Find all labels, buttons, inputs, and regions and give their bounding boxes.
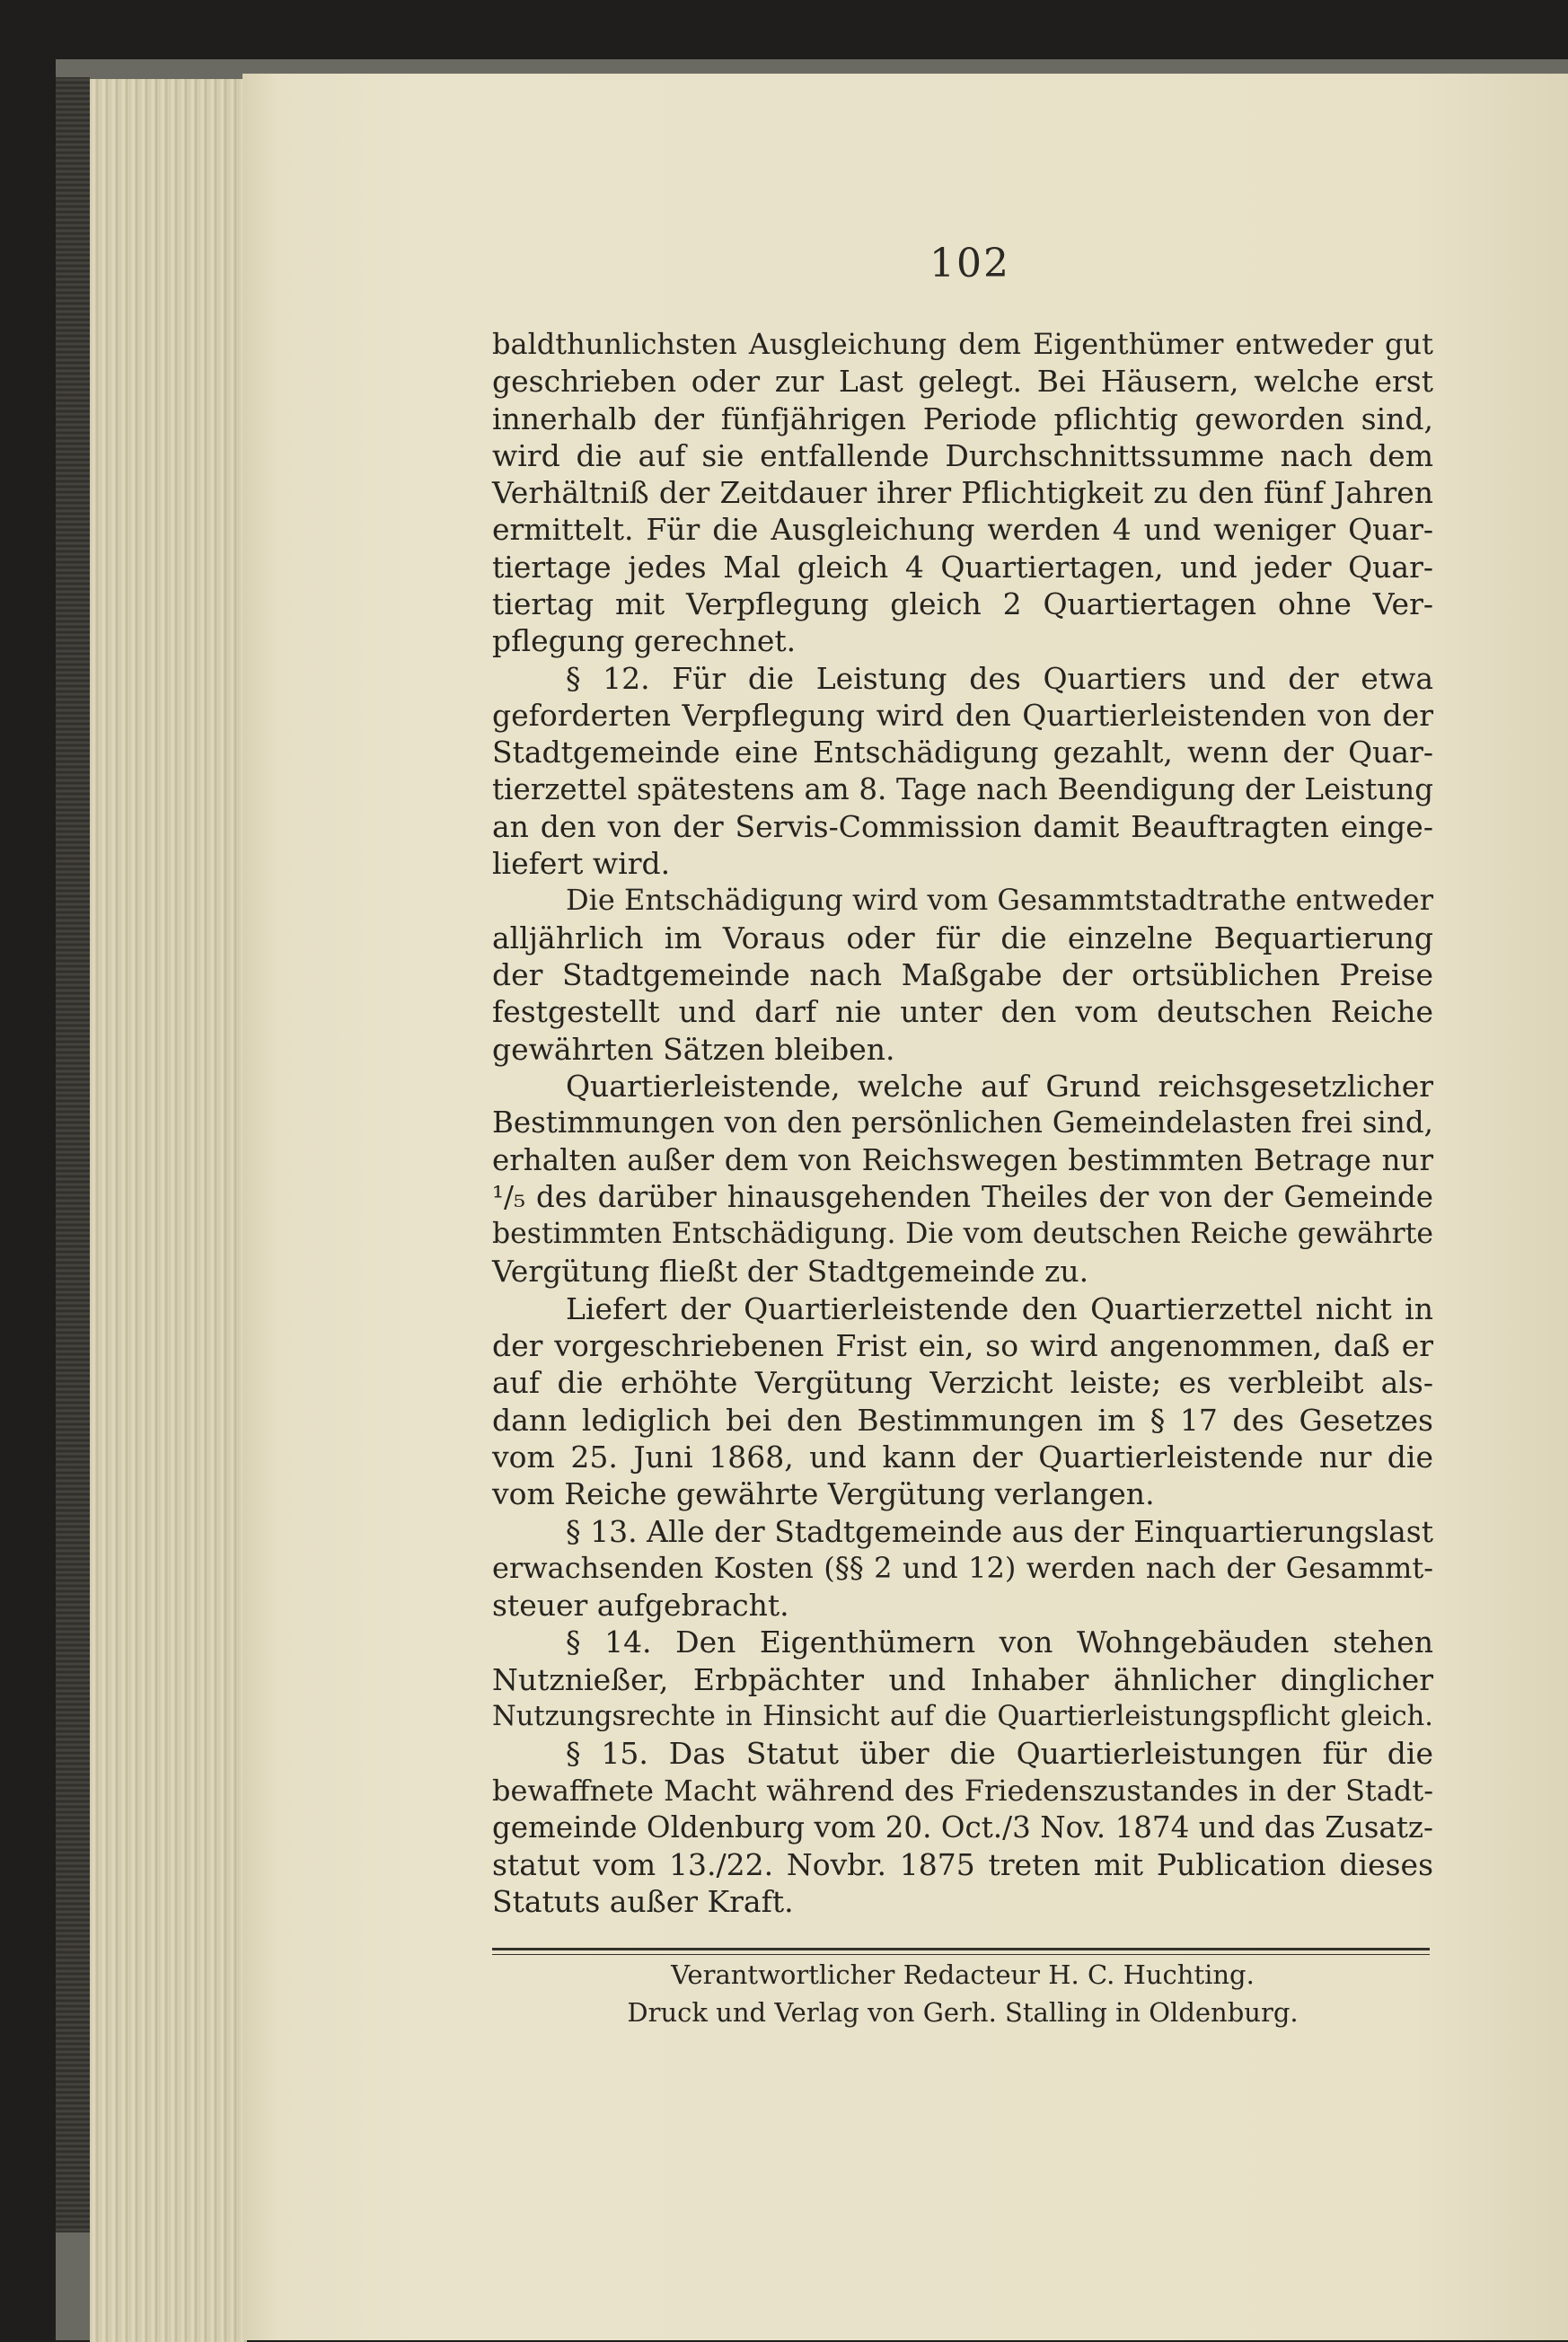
text-line: gewährten Sätzen bleiben.: [492, 1031, 895, 1067]
text-line: ¹/₅ des darüber hinausgehenden Theiles der von der Gemeinde: [492, 1179, 1433, 1214]
text-line: dann lediglich bei den Bestimmungen im § 17 des Gesetzes: [492, 1402, 1433, 1438]
text-line: Quartierleistende, welche auf Grund reichsgesetzlicher: [566, 1068, 1433, 1104]
text-line: liefert wird.: [492, 846, 671, 882]
text-line: baldthunlichsten Ausgleichung dem Eigenthümer entweder gut: [492, 327, 1433, 361]
text-line: geforderten Verpflegung wird den Quartierleistenden von der: [492, 697, 1433, 733]
text-line: Liefert der Quartierleistende den Quartierzettel nicht in: [566, 1290, 1433, 1326]
text-line: Nutzungsrechte in Hinsicht auf die Quartierleistungspflicht gleich.: [492, 1700, 1433, 1732]
imprint-printer: Druck und Verlag von Gerh. Stalling in Oldenburg.: [627, 1997, 1299, 2028]
text-line: festgestellt und darf nie unter den vom deutschen Reiche: [492, 994, 1433, 1030]
text-line: vom 25. Juni 1868, und kann der Quartierleistende nur die: [492, 1439, 1433, 1475]
book-spine: [56, 77, 90, 2232]
section-15-heading-line: § 15. Das Statut über die Quartierleistungen für die: [566, 1736, 1433, 1772]
text-line: tiertag mit Verpflegung gleich 2 Quartiertagen ohne Ver-: [492, 586, 1433, 622]
text-line: vom Reiche gewährte Vergütung verlangen.: [492, 1476, 1155, 1512]
text-line: ermittelt. Für die Ausgleichung werden 4 und weniger Quar-: [492, 512, 1433, 548]
text-line: Vergütung fließt der Stadtgemeinde zu.: [492, 1254, 1089, 1290]
text-line: erwachsenden Kosten (§§ 2 und 12) werden nach der Gesammt-: [492, 1550, 1433, 1585]
text-line: der Stadtgemeinde nach Maßgabe der ortsüblichen Preise: [492, 957, 1433, 993]
text-line: erhalten außer dem von Reichswegen bestimmten Betrage nur: [492, 1142, 1433, 1177]
section-14-heading-line: § 14. Den Eigenthümern von Wohngebäuden stehen: [566, 1624, 1433, 1660]
text-line: geschrieben oder zur Last gelegt. Bei Häusern, welche erst: [492, 364, 1433, 400]
imprint-rule-thick: [492, 1948, 1430, 1950]
body-text: [492, 326, 1433, 1921]
section-12-heading-line: § 12. Für die Leistung des Quartiers und der etwa: [566, 660, 1433, 696]
text-line: Nutznießer, Erbpächter und Inhaber ähnlicher dinglicher: [492, 1661, 1433, 1697]
text-line: der vorgeschriebenen Frist ein, so wird angenommen, daß er: [492, 1328, 1433, 1364]
text-line: statut vom 13./22. Novbr. 1875 treten mit Publication dieses: [492, 1847, 1433, 1883]
text-line: bestimmten Entschädigung. Die vom deutschen Reiche gewährte: [492, 1218, 1433, 1251]
text-line: tierzettel spätestens am 8. Tage nach Beendigung der Leistung: [492, 771, 1433, 806]
imprint-editor: Verantwortlicher Redacteur H. C. Huchting.: [671, 1959, 1255, 1990]
text-line: wird die auf sie entfallende Durchschnittssumme nach dem: [492, 437, 1433, 473]
text-line: bewaffnete Macht während des Friedenszustandes in der Stadt-: [492, 1773, 1433, 1808]
imprint-rule-thin: [492, 1954, 1430, 1955]
page-edges: [90, 79, 247, 2342]
text-line: an den von der Servis-Commission damit Beauftragten einge-: [492, 808, 1433, 844]
text-line: Bestimmungen von den persönlichen Gemeindelasten frei sind,: [492, 1105, 1433, 1140]
text-line: Die Entschädigung wird vom Gesammtstadtrathe entweder: [566, 883, 1434, 918]
text-line: auf die erhöhte Vergütung Verzicht leiste; es verbleibt als-: [492, 1365, 1433, 1401]
text-line: Verhältniß der Zeitdauer ihrer Pflichtigkeit zu den fünf Jahren: [492, 475, 1433, 511]
text-line: steuer aufgebracht.: [492, 1588, 789, 1624]
text-line: alljährlich im Voraus oder für die einzelne Bequartierung: [492, 920, 1433, 955]
text-line: innerhalb der fünfjährigen Periode pflichtig geworden sind,: [492, 401, 1433, 436]
text-line: tiertage jedes Mal gleich 4 Quartiertagen, und jeder Quar-: [492, 549, 1433, 585]
section-13-heading-line: § 13. Alle der Stadtgemeinde aus der Einquartierungslast: [566, 1513, 1433, 1549]
text-line: gemeinde Oldenburg vom 20. Oct./3 Nov. 1874 und das Zusatz-: [492, 1809, 1433, 1845]
page-number: 102: [929, 241, 1010, 286]
text-line: Stadtgemeinde eine Entschädigung gezahlt, wenn der Quar-: [492, 735, 1433, 770]
text-line: pflegung gerechnet.: [492, 623, 797, 659]
text-line: Statuts außer Kraft.: [492, 1884, 794, 1920]
